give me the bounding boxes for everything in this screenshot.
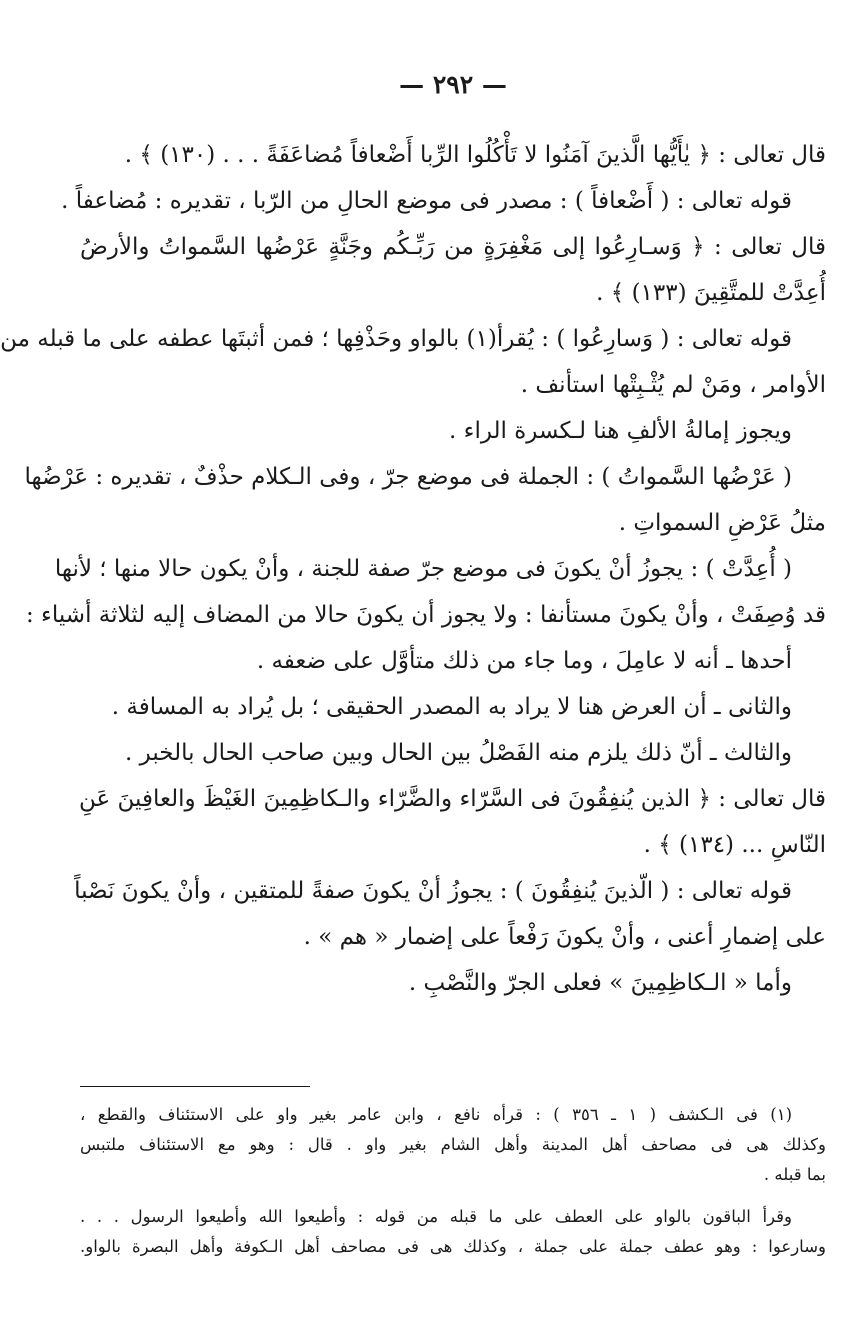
text-line: ( أُعِدَّتْ ) : يجوزُ أنْ يكونَ فى موضع جرّ صفة للجنة ، وأنْ يكون حالا منها ؛ لأنها — [54, 556, 792, 582]
text-line: قال تعالى : ﴿ وَسـارِعُوا إلى مَغْفِرَةٍ من رَبِّـكُم وجَنَّةٍ عَرْضُها السَّمواتُ والأرضُ — [80, 234, 826, 260]
text-line: قد وُصِفَتْ ، وأنْ يكونَ مستأنفا : ولا يجوز أن يكونَ حالا من المضاف إليه لثلاثة أشياء : — [25, 602, 826, 628]
text-line: قال تعالى : ﴿ يٰأَيُّها الَّذينَ آمَنُوا لا تَأْكُلُوا الرِّبا أَضْعافاً مُضاعَفَةً . . . (١٣٠) ﴾ . — [124, 142, 826, 168]
text-line: والثانى ـ أن العرض هنا لا يراد به المصدر الحقيقى ؛ بل يُراد به المسافة . — [111, 694, 792, 720]
text-line: قوله تعالى : ( أَضْعافاً ) : مصدر فى موضع الحالِ من الرّبا ، تقديره : مُضاعفاً . — [61, 188, 792, 214]
text-line: وأما « الـكاظِمِينَ » فعلى الجرّ والنَّصْبِ . — [408, 970, 792, 996]
text-line: والثالث ـ أنّ ذلك يلزم منه الفَصْلُ بين الحال وبين صاحب الحال بالخبر . — [125, 740, 792, 766]
text-line: ويجوز إمالةُ الألفِ هنا لـكسرة الراء . — [449, 418, 792, 444]
text-line: قال تعالى : ﴿ الذين يُنفِقُونَ فى السَّرّاء والضَّرّاء والـكاظِمِينَ الغَيْظَ والعافِينَ عَنِ — [79, 786, 826, 812]
text-line: الأوامر ، ومَنْ لم يُثْـبِتْها استأنف . — [520, 372, 826, 398]
text-line: ( عَرْضُها السَّمواتُ ) : الجملة فى موضع جرّ ، وفى الـكلام حذْفٌ ، تقديره : عَرْضُها — [24, 464, 792, 490]
footnote-line: وسارعوا : وهو عطف جملة على جملة ، وكذلك هى فى مصاحف أهل الـكوفة وأهل البصرة بالواو. — [80, 1237, 826, 1256]
text-line: مثلُ عَرْضِ السمواتِ . — [618, 510, 826, 536]
text-line: على إضمارِ أعنى ، وأنْ يكونَ رَفْعاً على إضمار « هم » . — [303, 924, 826, 950]
text-line: أحدها ـ أنه لا عامِلَ ، وما جاء من ذلك متأوَّل على ضعفه . — [256, 648, 792, 674]
text-line: النّاسِ ... (١٣٤) ﴾ . — [643, 832, 826, 858]
page-number: — ٢٩٢ — — [399, 70, 507, 99]
footnote-line: وكذلك هى فى مصاحف أهل المدينة وأهل الشام بغير واو . قال : وهو مع الاستئناف ملتبس — [80, 1135, 826, 1154]
footnote-gap — [80, 1190, 826, 1202]
footnote-line: بما قبله . — [763, 1165, 826, 1184]
text-line: أُعِدَّتْ للمتَّقِينَ (١٣٣) ﴾ . — [596, 280, 826, 306]
footnote-divider — [80, 1086, 310, 1087]
footnotes — [80, 1100, 826, 1262]
footnote-line: (١) فى الـكشف ( ١ ـ ٣٥٦ ) : قرأه نافع ، وابن عامر بغير واو على الاستئناف والقطع ، — [80, 1105, 792, 1124]
footnote-line: وقرأ الباقون بالواو على العطف على ما قبله من قوله : وأطيعوا الله وأطيعوا الرسول . . . — [80, 1207, 792, 1226]
text-line: قوله تعالى : ( الّذينَ يُنفِقُونَ ) : يجوزُ أنْ يكونَ صفةً للمتقين ، وأنْ يكونَ نَصْباً — [74, 878, 792, 904]
text-line: قوله تعالى : ( وَسارِعُوا ) : يُقرأ(١) بالواو وحَذْفِها ؛ فمن أثبتَها عطفه على ما قبله من — [0, 326, 792, 352]
main-text — [0, 132, 826, 1006]
